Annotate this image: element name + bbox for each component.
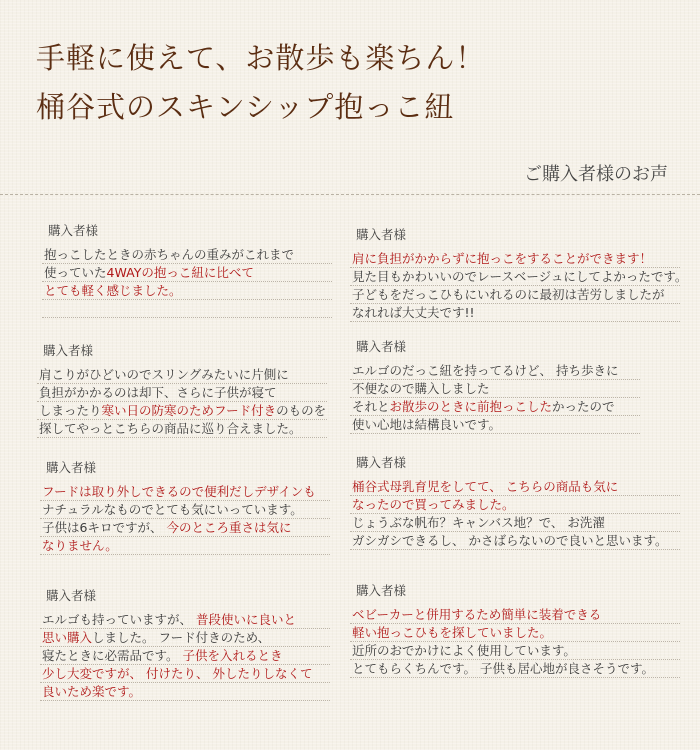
review-line [350,514,680,532]
highlighted-text: 思い購入 [42,630,93,645]
highlighted-text: 普段使いに良いと [195,612,296,627]
review-line [37,384,327,402]
review-text: 寝たときに必需品です。 [42,648,183,663]
highlighted-text: 少し大変ですが、 付けたり、 外したりしなくて [42,666,313,681]
highlighted-text: とても軽く感じました。 [44,283,182,298]
highlighted-text: 今のところ重さは気に [166,520,292,535]
review-body [37,366,327,438]
review-card [37,342,327,438]
review-line [350,250,680,268]
review-card [350,454,680,550]
review-line [350,496,680,514]
review-card [350,226,688,322]
review-line [350,624,680,642]
review-text: ガシガシできるし、 かさばらないので良いと思います。 [352,533,668,548]
review-body [350,250,688,322]
review-line [350,642,680,660]
review-line [40,629,330,647]
review-author: 購入者様 [43,343,94,358]
review-line [350,286,680,304]
review-text: 使っていた [44,265,107,280]
review-text: 見た目もかわいいのでレースベージュにしてよかったです。 [352,269,688,284]
review-line [37,366,327,384]
review-line [40,647,330,665]
highlighted-text: 寒い日の防寒のためフード付き [101,403,277,418]
review-author: 購入者様 [46,460,97,475]
review-line [42,264,332,282]
section-label: ご購入者様のお声 [524,164,668,185]
review-text: 不便なので購入しました [352,381,490,396]
review-author: 購入者様 [356,227,407,242]
page-headline [36,34,485,132]
highlighted-text: なったので買ってみました。 [352,497,515,512]
review-line [42,282,332,300]
review-card [350,582,680,678]
review-text: とてもらくちんです。 子供も居心地が良さそうです。 [352,661,654,676]
review-line [37,402,327,420]
review-line [350,268,688,286]
review-line [40,537,330,555]
review-author: 購入者様 [356,455,407,470]
review-line [40,483,330,501]
review-text: 使い心地は結構良いです。 [352,417,502,432]
review-text: 子供は6キロですが、 [42,520,167,535]
review-line [350,478,680,496]
review-line [350,398,640,416]
review-body [40,611,330,701]
review-author: 購入者様 [356,583,407,598]
review-body [350,606,680,678]
review-text: それと [352,399,390,414]
review-text: のものを [276,403,327,418]
section-divider [0,194,700,195]
review-line [350,416,640,434]
review-text: 肩こりがひどいのでスリングみたいに片側に [39,367,289,382]
review-text: エルゴのだっこ紐を持ってるけど、 持ち歩きに [352,363,619,378]
review-text: じょうぶな帆布？キャンバス地？で、 お洗濯 [352,515,605,530]
headline-line-2: 桶谷式のスキンシップ抱っこ紐 [36,90,455,124]
review-author: 購入者様 [356,339,407,354]
review-line [42,246,332,264]
review-body [350,362,640,434]
highlighted-text: 4WAYの抱っこ紐に比べて [106,265,254,280]
highlighted-text: 軽い抱っこひもを探していました。 [352,625,553,640]
review-card [40,587,330,701]
review-line [40,519,330,537]
review-line [350,362,640,380]
review-line [40,611,330,629]
highlighted-text: 肩に負担がかからずに抱っこをすることができます！ [352,251,653,266]
review-author: 購入者様 [48,223,99,238]
review-text: しまったり [39,403,102,418]
review-card [40,459,330,555]
review-line [40,501,330,519]
highlighted-text: 良いため楽です。 [42,684,142,699]
review-line [350,304,680,322]
review-line [350,660,680,678]
review-text: なれれば大丈夫です!! [352,305,475,320]
review-line [350,606,680,624]
review-author: 購入者様 [46,588,97,603]
review-body [42,246,332,300]
review-trailing-rule [42,300,332,318]
review-body [40,483,330,555]
highlighted-text: ベビーカーと併用するため簡単に装着できる [352,607,602,622]
review-line [40,665,330,683]
review-line [350,380,640,398]
review-text: 探してやっとこちらの商品に巡り合えました。 [39,421,302,436]
review-text: ナチュラルなものでとても気にいっています。 [42,502,303,517]
review-text: かったので [552,399,615,414]
review-text: 近所のおでかけによく使用しています。 [352,643,576,658]
highlighted-text: 桶谷式母乳育児をしてて、 こちらの商品も気に [352,479,619,494]
highlighted-text: お散歩のときに前抱っこした [389,399,553,414]
review-text: 抱っこしたときの赤ちゃんの重みがこれまで [44,247,295,262]
highlighted-text: なりません。 [42,538,118,553]
review-card [350,338,640,434]
review-text: しました。 フード付きのため、 [92,630,271,645]
review-text: 負担がかかるのは却下、さらに子供が寝て [39,385,277,400]
headline-line-1: 手軽に使えて、お散歩も楽ちん！ [36,41,486,75]
highlighted-text: 子供を入れるとき [182,648,283,663]
review-text: 子どもをだっこひもにいれるのに最初は苦労しましたが [352,287,665,302]
highlighted-text: フードは取り外しできるので便利だしデザインも [42,484,316,499]
review-line [350,532,680,550]
review-line [37,420,327,438]
review-card [42,222,332,318]
review-line [40,683,330,701]
review-text: エルゴも持っていますが、 [42,612,196,627]
review-body [350,478,680,550]
